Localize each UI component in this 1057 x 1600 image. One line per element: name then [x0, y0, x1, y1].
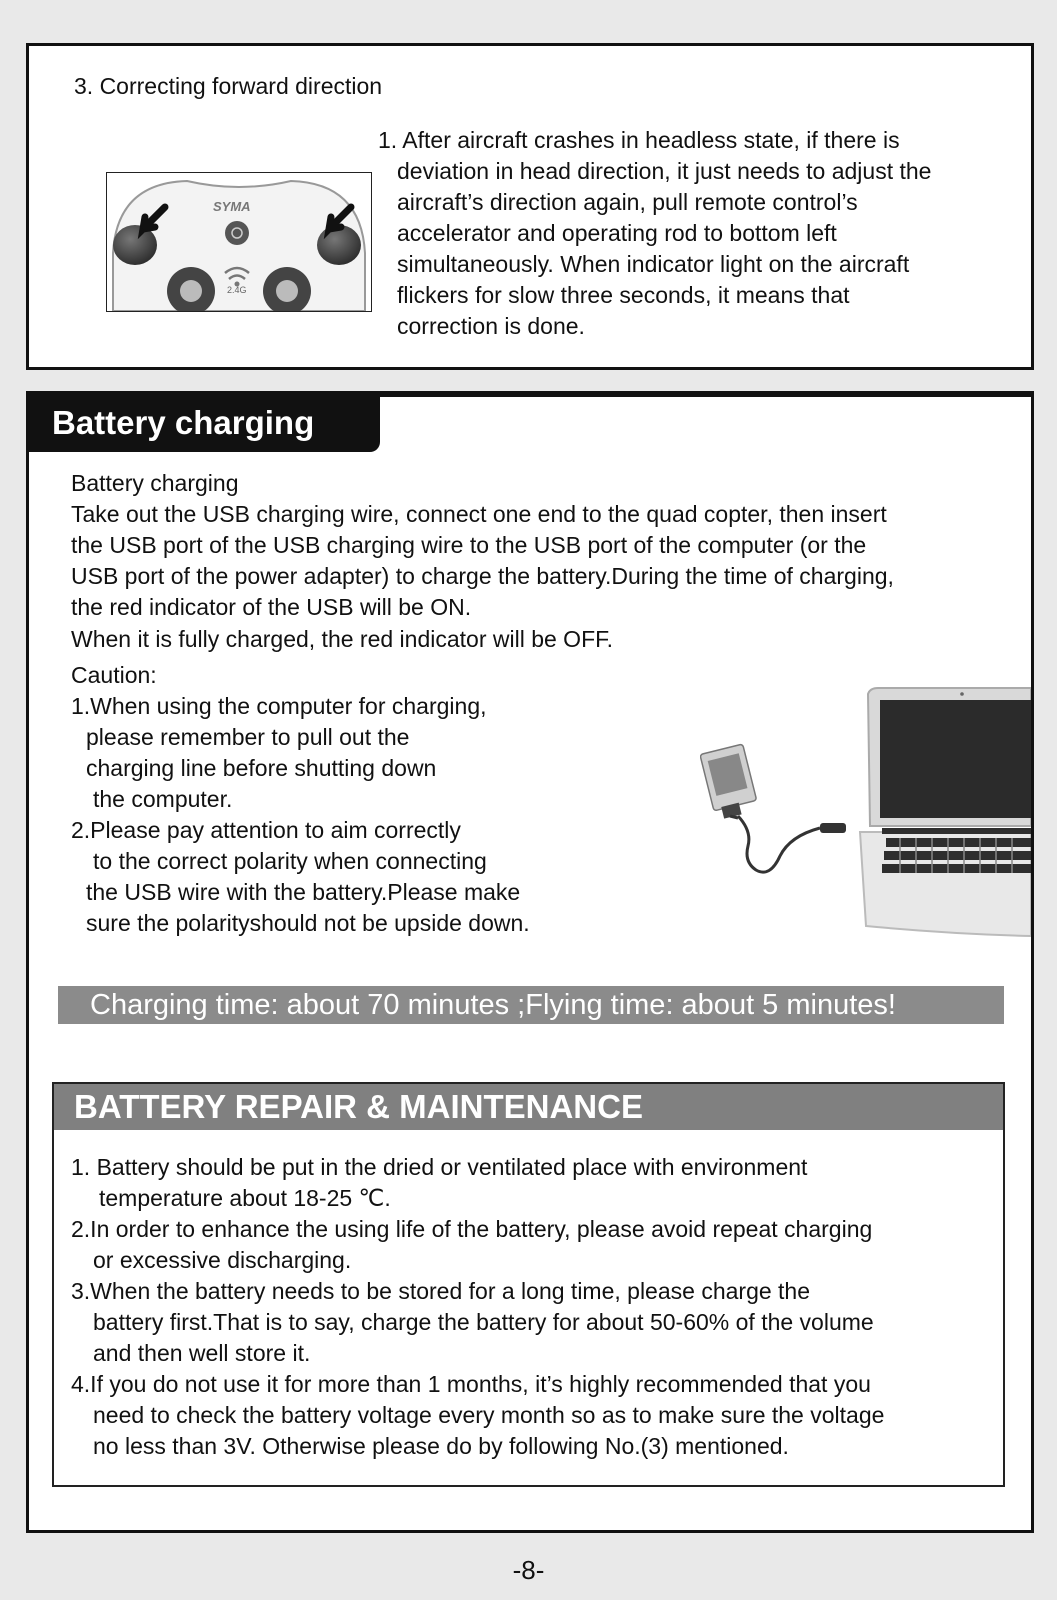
forward-line: 1. After aircraft crashes in headless state, if there is: [378, 127, 900, 153]
caution-line: the USB wire with the battery.Please make: [86, 879, 521, 905]
maintenance-line: need to check the battery voltage every month so as to make sure the voltage: [93, 1402, 885, 1428]
fully-charged-line: When it is fully charged, the red indicator will be OFF.: [71, 626, 614, 652]
charging-time-banner: Charging time: about 70 minutes ;Flying time: about 5 minutes!: [58, 986, 1004, 1024]
maintenance-line: temperature about 18-25 ℃.: [99, 1185, 391, 1211]
caution-line: to the correct polarity when connecting: [93, 848, 487, 874]
forward-line: flickers for slow three seconds, it means that: [397, 282, 850, 308]
charging-line: the USB port of the USB charging wire to the USB port of the computer (or the: [71, 532, 867, 558]
forward-direction-heading: 3. Correcting forward direction: [74, 73, 383, 99]
caution-line: 2.Please pay attention to aim correctly: [71, 817, 461, 843]
maintenance-line: battery first.That is to say, charge the battery for about 50-60% of the volume: [93, 1309, 874, 1335]
forward-line: deviation in head direction, it just needs to adjust the: [397, 158, 932, 184]
caution-line: please remember to pull out the: [86, 724, 410, 750]
charging-line: USB port of the power adapter) to charge the battery.During the time of charging,: [71, 563, 894, 589]
charging-line: the red indicator of the USB will be ON.: [71, 594, 472, 620]
forward-line: accelerator and operating rod to bottom left: [397, 220, 837, 246]
maintenance-line: 4.If you do not use it for more than 1 months, it’s highly recommended that you: [71, 1371, 871, 1397]
maintenance-line: and then well store it.: [93, 1340, 311, 1366]
caution-line: sure the polarityshould not be upside down.: [86, 910, 530, 936]
caution-line: 1.When using the computer for charging,: [71, 693, 487, 719]
page-number: -8-: [512, 1555, 545, 1585]
maintenance-line: or excessive discharging.: [93, 1247, 352, 1273]
remote-band-label: 2.4G: [227, 285, 247, 295]
forward-line: correction is done.: [397, 313, 585, 339]
forward-line: aircraft’s direction again, pull remote control’s: [397, 189, 858, 215]
caution-line: charging line before shutting down: [86, 755, 437, 781]
maintenance-line: 3.When the battery needs to be stored for a long time, please charge the: [71, 1278, 811, 1304]
maintenance-line: no less than 3V. Otherwise please do by following No.(3) mentioned.: [93, 1433, 789, 1459]
forward-line: simultaneously. When indicator light on the aircraft: [397, 251, 910, 277]
remote-control-illustration: [106, 172, 372, 312]
caution-label: Caution:: [71, 662, 157, 688]
caution-line: the computer.: [93, 786, 233, 812]
remote-brand-logo: SYMA: [213, 199, 251, 214]
maintenance-line: 1. Battery should be put in the dried or ventilated place with environment: [71, 1154, 808, 1180]
charging-line: Take out the USB charging wire, connect one end to the quad copter, then insert: [71, 501, 887, 527]
laptop-charging-illustration: [700, 686, 1031, 956]
maintenance-header: BATTERY REPAIR & MAINTENANCE: [54, 1084, 1003, 1130]
battery-charging-tab: Battery charging: [28, 394, 380, 452]
maintenance-line: 2.In order to enhance the using life of the battery, please avoid repeat charging: [71, 1216, 873, 1242]
battery-charging-subtitle: Battery charging: [71, 470, 239, 496]
